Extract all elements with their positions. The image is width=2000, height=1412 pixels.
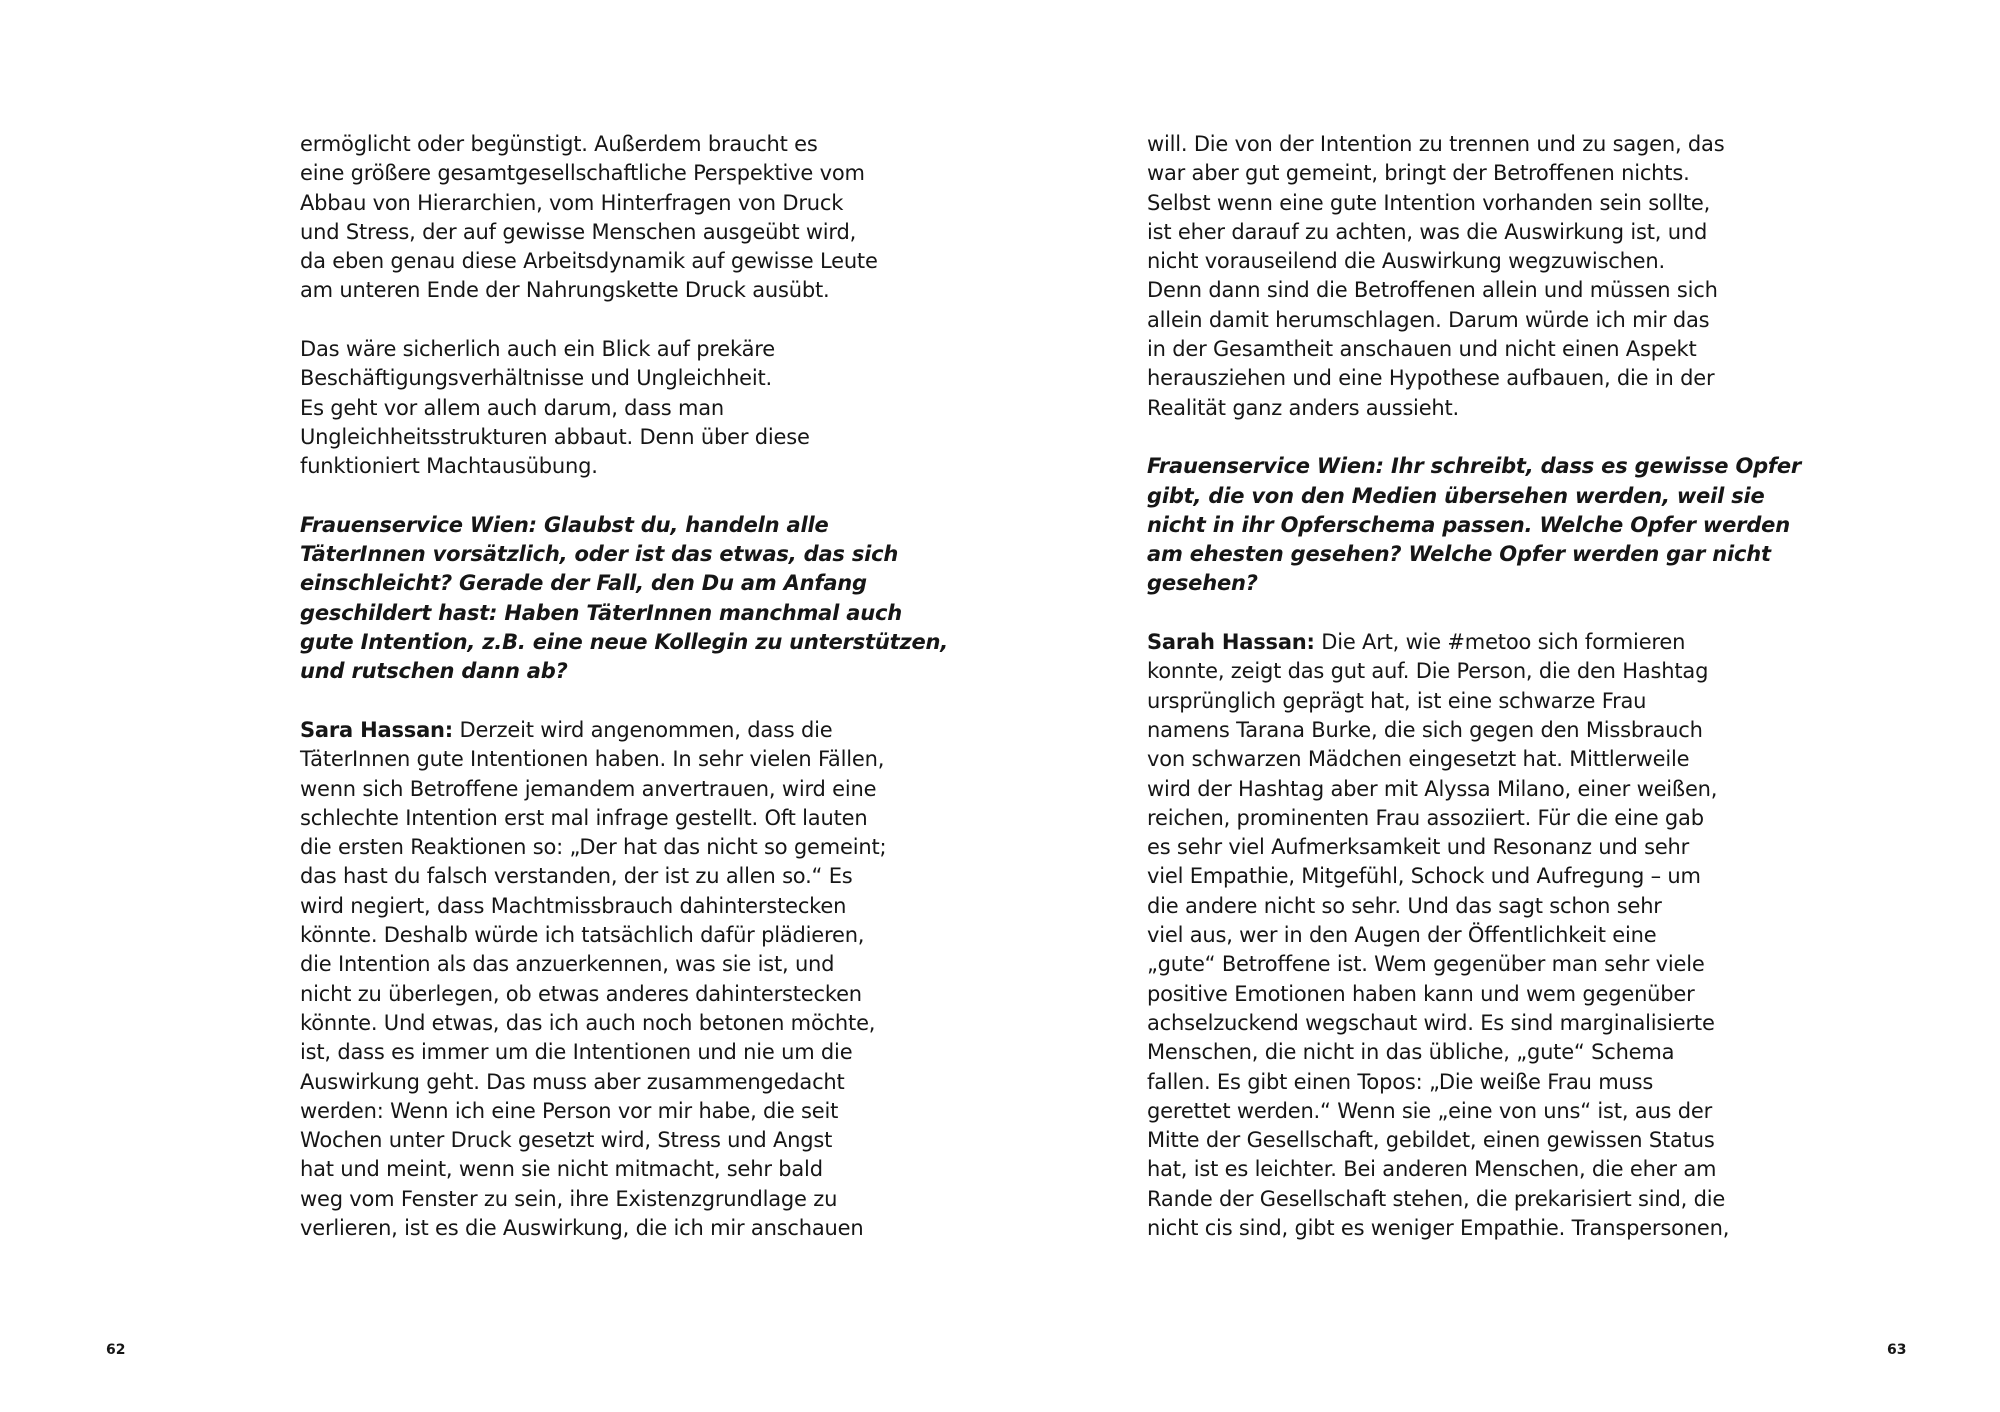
text-line: Mitte der Gesellschaft, gebildet, einen gewissen Status xyxy=(1147,1128,1715,1153)
text-line: am unteren Ende der Nahrungskette Druck ausübt. xyxy=(300,278,830,303)
text-line: nicht cis sind, gibt es weniger Empathie. Transpersonen, xyxy=(1147,1215,1730,1240)
text-line: gerettet werden.“ Wenn sie „eine von uns“ ist, aus der xyxy=(1147,1098,1713,1123)
text-line: verlieren, ist es die Auswirkung, die ich mir anschauen xyxy=(300,1215,864,1240)
text-line: die Intention als das anzuerkennen, was sie ist, und xyxy=(300,952,835,977)
interview-question xyxy=(1147,452,1802,598)
text-line: Ungleichheitsstrukturen abbaut. Denn über diese xyxy=(300,424,810,449)
text-line: werden: Wenn ich eine Person vor mir habe, die seit xyxy=(300,1098,839,1123)
text-line: „gute“ Betroffene ist. Wem gegenüber man sehr viele xyxy=(1147,952,1705,977)
text-line: das hast du falsch verstanden, der ist zu allen so.“ Es xyxy=(300,864,853,889)
text-line: es sehr viel Aufmerksamkeit und Resonanz und sehr xyxy=(1147,835,1690,860)
text-line xyxy=(1147,628,1727,657)
text-line: gesehen? xyxy=(1147,571,1258,596)
text-line: Frauenservice Wien: Ihr schreibt, dass es gewisse Opfer xyxy=(1147,454,1802,479)
text-line: Abbau von Hierarchien, vom Hinterfragen von Druck xyxy=(300,190,844,215)
interview-answer xyxy=(1147,628,1730,1243)
text-line: positive Emotionen haben kann und wem gegenüber xyxy=(1147,981,1695,1006)
text-line: einschleicht? Gerade der Fall, den Du am Anfang xyxy=(300,571,867,596)
answer-text: Die Art, wie #metoo sich formieren xyxy=(1314,630,1686,655)
text-line: gute Intention, z.B. eine neue Kollegin zu unterstützen, xyxy=(300,630,949,655)
body-paragraph xyxy=(1147,130,1727,423)
text-line: nicht in ihr Opferschema passen. Welche Opfer werden xyxy=(1147,512,1790,537)
body-paragraph xyxy=(300,335,880,481)
body-paragraph xyxy=(300,130,880,306)
speaker-name: Sara Hassan: xyxy=(300,717,453,742)
text-line: wird negiert, dass Machtmissbrauch dahinterstecken xyxy=(300,893,847,918)
text-line: ist eher darauf zu achten, was die Auswirkung ist, und xyxy=(1147,219,1708,244)
text-line: funktioniert Machtausübung. xyxy=(300,454,598,479)
text-line: fallen. Es gibt einen Topos: „Die weiße Frau muss xyxy=(1147,1069,1654,1094)
text-line: Realität ganz anders aussieht. xyxy=(1147,395,1460,420)
text-line: nicht vorauseilend die Auswirkung wegzuwischen. xyxy=(1147,249,1665,274)
text-line: hat, ist es leichter. Bei anderen Menschen, die eher am xyxy=(1147,1157,1717,1182)
text-line: hat und meint, wenn sie nicht mitmacht, sehr bald xyxy=(300,1157,823,1182)
text-line: ermöglicht oder begünstigt. Außerdem braucht es xyxy=(300,132,818,156)
text-line: die ersten Reaktionen so: „Der hat das nicht so gemeint; xyxy=(300,835,887,860)
text-line: TäterInnen gute Intentionen haben. In sehr vielen Fällen, xyxy=(300,747,885,772)
text-line: herausziehen und eine Hypothese aufbauen, die in der xyxy=(1147,366,1715,391)
text-line xyxy=(300,716,880,745)
text-line: gibt, die von den Medien übersehen werden, weil sie xyxy=(1147,483,1765,508)
text-line: achselzuckend wegschaut wird. Es sind marginalisierte xyxy=(1147,1010,1715,1035)
text-line: die andere nicht so sehr. Und das sagt schon sehr xyxy=(1147,893,1662,918)
text-line: Denn dann sind die Betroffenen allein und müssen sich xyxy=(1147,278,1718,303)
text-line: Menschen, die nicht in das übliche, „gute“ Schema xyxy=(1147,1040,1675,1065)
text-line: weg vom Fenster zu sein, ihre Existenzgrundlage zu xyxy=(300,1186,838,1211)
text-line: allein damit herumschlagen. Darum würde ich mir das xyxy=(1147,307,1710,332)
speaker-name: Sarah Hassan: xyxy=(1147,630,1315,655)
text-line: wird der Hashtag aber mit Alyssa Milano, einer weißen, xyxy=(1147,776,1718,801)
text-line: Rande der Gesellschaft stehen, die prekarisiert sind, die xyxy=(1147,1186,1726,1211)
page-number-right: 63 xyxy=(1887,1342,1907,1358)
text-line: da eben genau diese Arbeitsdynamik auf gewisse Leute xyxy=(300,249,878,274)
text-line: eine größere gesamtgesellschaftliche Perspektive vom xyxy=(300,161,865,186)
text-line: war aber gut gemeint, bringt der Betroffenen nichts. xyxy=(1147,161,1690,186)
text-line: und rutschen dann ab? xyxy=(300,659,568,684)
text-line: von schwarzen Mädchen eingesetzt hat. Mittlerweile xyxy=(1147,747,1690,772)
text-line: reichen, prominenten Frau assoziiert. Für die eine gab xyxy=(1147,805,1704,830)
right-text-column xyxy=(1147,130,1802,1273)
text-line: namens Tarana Burke, die sich gegen den Missbrauch xyxy=(1147,717,1703,742)
answer-text: Derzeit wird angenommen, dass die xyxy=(453,717,833,742)
text-line: ist, dass es immer um die Intentionen und nie um die xyxy=(300,1040,853,1065)
text-line: Beschäftigungsverhältnisse und Ungleichheit. xyxy=(300,366,773,391)
text-line: und Stress, der auf gewisse Menschen ausgeübt wird, xyxy=(300,219,857,244)
text-line: könnte. Deshalb würde ich tatsächlich dafür plädieren, xyxy=(300,923,865,948)
page-number-left: 62 xyxy=(106,1342,126,1358)
text-line: ursprünglich geprägt hat, ist eine schwarze Frau xyxy=(1147,688,1647,713)
text-line: wenn sich Betroffene jemandem anvertrauen, wird eine xyxy=(300,776,877,801)
interview-answer xyxy=(300,716,887,1243)
text-line: Selbst wenn eine gute Intention vorhanden sein sollte, xyxy=(1147,190,1711,215)
text-line: schlechte Intention erst mal infrage gestellt. Oft lauten xyxy=(300,805,868,830)
text-line: TäterInnen vorsätzlich, oder ist das etwas, das sich xyxy=(300,542,899,567)
text-line: am ehesten gesehen? Welche Opfer werden gar nicht xyxy=(1147,542,1771,567)
text-line: konnte, zeigt das gut auf. Die Person, die den Hashtag xyxy=(1147,659,1709,684)
text-line: viel Empathie, Mitgefühl, Schock und Aufregung – um xyxy=(1147,864,1701,889)
text-line: Frauenservice Wien: Glaubst du, handeln alle xyxy=(300,512,829,537)
text-line: will. Die von der Intention zu trennen und zu sagen, das xyxy=(1147,132,1725,156)
text-line: geschildert hast: Haben TäterInnen manchmal auch xyxy=(300,600,902,625)
text-line: Auswirkung geht. Das muss aber zusammengedacht xyxy=(300,1069,845,1094)
text-line: Das wäre sicherlich auch ein Blick auf prekäre xyxy=(300,337,775,362)
text-line: viel aus, wer in den Augen der Öffentlichkeit eine xyxy=(1147,923,1657,948)
left-text-column xyxy=(300,130,949,1273)
text-line: nicht zu überlegen, ob etwas anderes dahinterstecken xyxy=(300,981,862,1006)
text-line: Es geht vor allem auch darum, dass man xyxy=(300,395,724,420)
text-line: könnte. Und etwas, das ich auch noch betonen möchte, xyxy=(300,1010,876,1035)
text-line: in der Gesamtheit anschauen und nicht einen Aspekt xyxy=(1147,337,1697,362)
right-page xyxy=(1000,0,2000,1412)
text-line: Wochen unter Druck gesetzt wird, Stress und Angst xyxy=(300,1128,833,1153)
interview-question xyxy=(300,511,949,687)
